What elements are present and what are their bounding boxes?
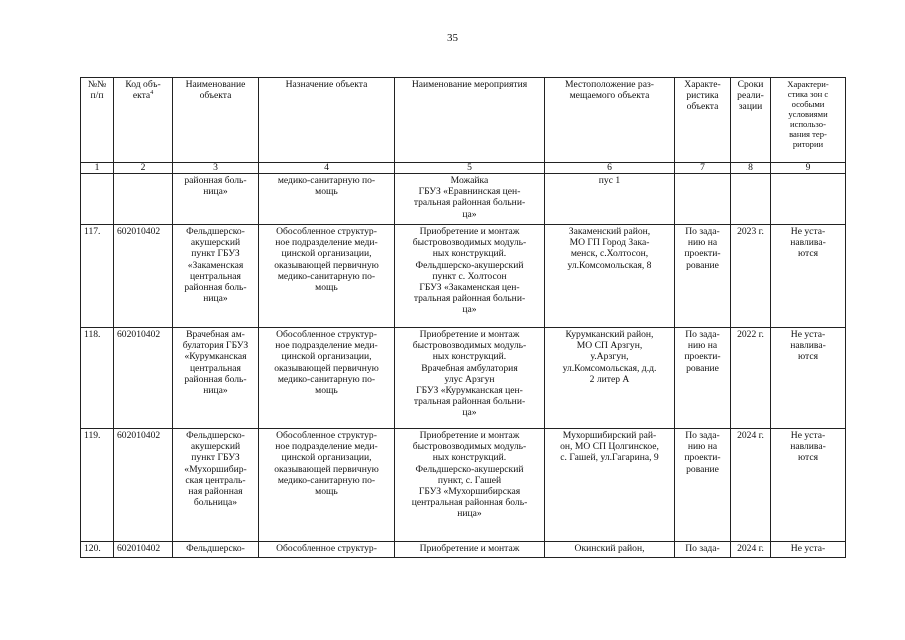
table-row bbox=[81, 174, 846, 225]
measure-name: Приобретение и монтаж быстровозводимых модуль- ных конструкций. Врачебная амбулатория улус Арзгун ГБУЗ «Курумканская цен- тральная районная больни- ца» bbox=[395, 328, 545, 429]
object-characteristic: По зада- нию на проекти- рование bbox=[675, 429, 731, 542]
header-code-label: Код объ- екта bbox=[125, 79, 161, 102]
header-characteristic: Характе- ристика объекта bbox=[675, 78, 731, 163]
special-zones: Не уста- навлива- ются bbox=[771, 225, 846, 328]
object-name: Фельдшерско- bbox=[173, 542, 259, 558]
object-location: Закаменский район, МО ГП Город Зака- менск, с.Холтосон, ул.Комсомольская, 8 bbox=[545, 225, 675, 328]
implementation-term: 2022 г. bbox=[731, 328, 771, 429]
object-purpose: Обособленное структур- ное подразделение меди- цинской организации, оказывающей первичную медико-санитарную по- мощь bbox=[259, 429, 395, 542]
page-number: 35 bbox=[447, 32, 458, 44]
column-number: 6 bbox=[545, 163, 675, 174]
special-zones: Не уста- bbox=[771, 542, 846, 558]
column-number-row bbox=[81, 163, 846, 174]
object-name: Врачебная ам- булатория ГБУЗ «Курумканская центральная районная боль- ница» bbox=[173, 328, 259, 429]
measure-name: Приобретение и монтаж быстровозводимых модуль- ных конструкций. Фельдшерско-акушерский пункт, с. Гашей ГБУЗ «Мухоршибирская центральная районная боль- ница» bbox=[395, 429, 545, 542]
object-purpose: медико-санитарную по- мощь bbox=[259, 174, 395, 225]
object-code: 602010402 bbox=[114, 542, 173, 558]
column-number: 1 bbox=[81, 163, 114, 174]
object-name: Фельдшерско- акушерский пункт ГБУЗ «Мухоршибир- ская централь- ная районная больница» bbox=[173, 429, 259, 542]
object-name: районная боль- ница» bbox=[173, 174, 259, 225]
header-num: №№ п/п bbox=[81, 78, 114, 163]
object-characteristic bbox=[675, 174, 731, 225]
object-location: Мухоршибирский рай- он, МО СП Цолгинское, с. Гашей, ул.Гагарина, 9 bbox=[545, 429, 675, 542]
column-number: 7 bbox=[675, 163, 731, 174]
header-measure: Наименование мероприятия bbox=[395, 78, 545, 163]
object-location: пус 1 bbox=[545, 174, 675, 225]
object-purpose: Обособленное структур- ное подразделение меди- цинской организации, оказывающей первичную медико-санитарную по- мощь bbox=[259, 225, 395, 328]
column-number: 5 bbox=[395, 163, 545, 174]
header-name: Наименование объекта bbox=[173, 78, 259, 163]
header-purpose: Назначение объекта bbox=[259, 78, 395, 163]
object-characteristic: По зада- нию на проекти- рование bbox=[675, 225, 731, 328]
object-code: 602010402 bbox=[114, 429, 173, 542]
object-purpose: Обособленное структур- ное подразделение меди- цинской организации, оказывающей первичную медико-санитарную по- мощь bbox=[259, 328, 395, 429]
measure-name: Приобретение и монтаж быстровозводимых модуль- ных конструкций. Фельдшерско-акушерский пункт с. Холтосон ГБУЗ «Закаменская цен- тральная районная больни- ца» bbox=[395, 225, 545, 328]
object-code: 602010402 bbox=[114, 328, 173, 429]
object-code: 602010402 bbox=[114, 225, 173, 328]
header-zones: Характери- стика зон с особыми условиями использо- вания тер- ритории bbox=[771, 78, 846, 163]
column-number: 8 bbox=[731, 163, 771, 174]
implementation-term: 2024 г. bbox=[731, 429, 771, 542]
implementation-term: 2024 г. bbox=[731, 542, 771, 558]
special-zones bbox=[771, 174, 846, 225]
header-row bbox=[81, 78, 846, 163]
implementation-term bbox=[731, 174, 771, 225]
header-term: Сроки реали- зации bbox=[731, 78, 771, 163]
special-zones: Не уста- навлива- ются bbox=[771, 328, 846, 429]
row-number bbox=[81, 174, 114, 225]
column-number: 2 bbox=[114, 163, 173, 174]
object-characteristic: По зада- bbox=[675, 542, 731, 558]
implementation-term: 2023 г. bbox=[731, 225, 771, 328]
object-code bbox=[114, 174, 173, 225]
header-location: Местоположение раз- мещаемого объекта bbox=[545, 78, 675, 163]
row-number: 117. bbox=[81, 225, 114, 328]
table-row bbox=[81, 225, 846, 328]
object-characteristic: По зада- нию на проекти- рование bbox=[675, 328, 731, 429]
row-number: 120. bbox=[81, 542, 114, 558]
row-number: 118. bbox=[81, 328, 114, 429]
column-number: 4 bbox=[259, 163, 395, 174]
object-location: Окинский район, bbox=[545, 542, 675, 558]
row-number: 119. bbox=[81, 429, 114, 542]
object-name: Фельдшерско- акушерский пункт ГБУЗ «Закаменская центральная районная боль- ница» bbox=[173, 225, 259, 328]
measure-name: Приобретение и монтаж bbox=[395, 542, 545, 558]
table-row bbox=[81, 328, 846, 429]
measure-name: Можайка ГБУЗ «Еравнинская цен- тральная районная больни- ца» bbox=[395, 174, 545, 225]
footnote-mark: 4 bbox=[150, 90, 154, 97]
objects-table bbox=[80, 77, 846, 558]
column-number: 9 bbox=[771, 163, 846, 174]
special-zones: Не уста- навлива- ются bbox=[771, 429, 846, 542]
object-location: Курумканский район, МО СП Арзгун, у.Арзгун, ул.Комсомольская, д.д. 2 литер А bbox=[545, 328, 675, 429]
object-purpose: Обособленное структур- bbox=[259, 542, 395, 558]
column-number: 3 bbox=[173, 163, 259, 174]
table-row bbox=[81, 429, 846, 542]
table-row bbox=[81, 542, 846, 558]
header-code bbox=[114, 78, 173, 163]
